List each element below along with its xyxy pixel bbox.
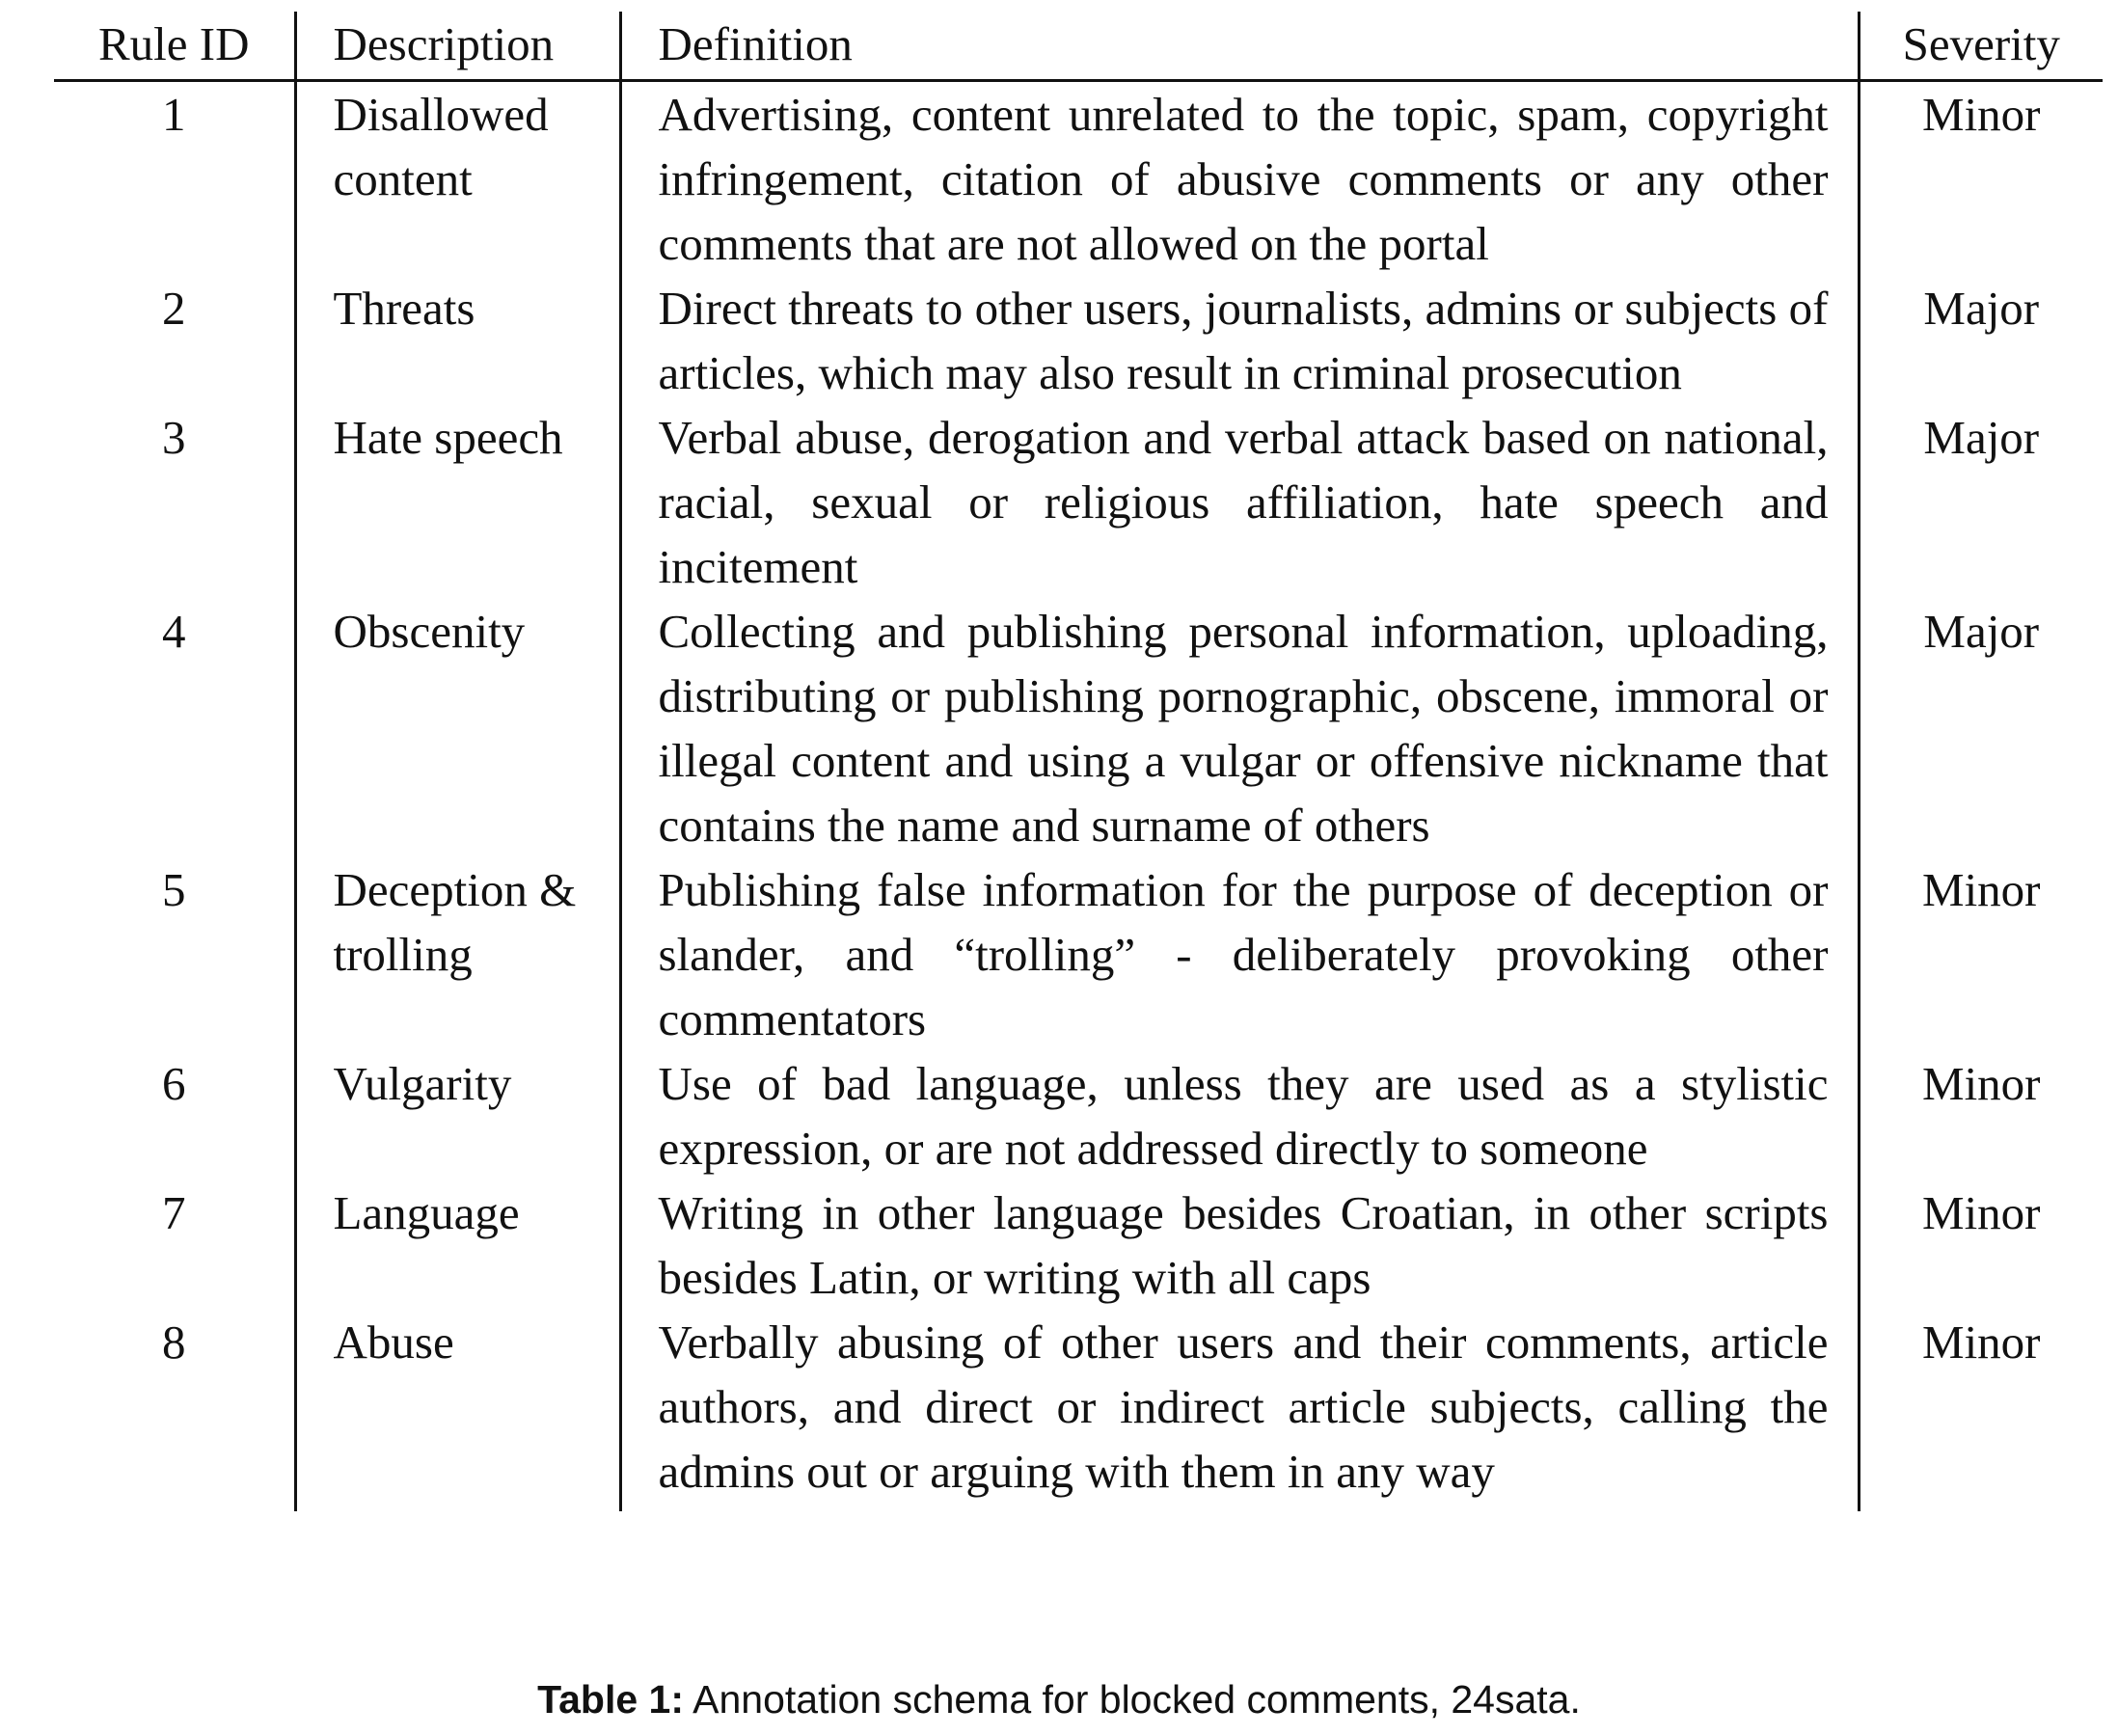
definition-cell: Writing in other language besides Croatian, in other scripts besides Latin, or writing with all caps: [620, 1180, 1859, 1310]
header-rule-id: Rule ID: [54, 12, 295, 81]
description-cell: Hate speech: [295, 405, 620, 599]
description-cell: Language: [295, 1180, 620, 1310]
caption-text: Annotation schema for blocked comments, 24sata.: [684, 1677, 1581, 1722]
table-header: [54, 12, 2103, 81]
definition-cell: Verbally abusing of other users and their comments, article authors, and direct or indirect article subjects, calling the admins out or arguing with them in any way: [620, 1310, 1859, 1511]
severity-cell: Major: [1859, 599, 2103, 857]
header-severity: Severity: [1859, 12, 2103, 81]
table-row: [54, 1180, 2103, 1310]
table-row: [54, 81, 2103, 277]
severity-cell: Minor: [1859, 857, 2103, 1051]
rule-id-cell: 7: [162, 1186, 186, 1239]
definition-cell: Direct threats to other users, journalists, admins or subjects of articles, which may also result in criminal prosecution: [620, 276, 1859, 405]
rule-id-cell: 4: [162, 605, 186, 658]
definition-cell: Collecting and publishing personal information, uploading, distributing or publishing pornographic, obscene, immoral or illegal content and using a vulgar or offensive nickname that contains the name and surname of others: [620, 599, 1859, 857]
table-row: [54, 599, 2103, 857]
rule-id-cell: 3: [162, 411, 186, 464]
table-row: [54, 857, 2103, 1051]
definition-cell: Verbal abuse, derogation and verbal attack based on national, racial, sexual or religious affiliation, hate speech and incitement: [620, 405, 1859, 599]
description-cell: Obscenity: [295, 599, 620, 857]
annotation-schema-table: [54, 12, 2103, 1511]
description-cell: Deception & trolling: [295, 857, 620, 1051]
description-cell: Disallowed content: [295, 81, 620, 277]
definition-cell: Publishing false information for the purpose of deception or slander, and “trolling” - deliberately provoking other commentators: [620, 857, 1859, 1051]
header-description: Description: [295, 12, 620, 81]
table-row: [54, 1310, 2103, 1511]
rule-id-cell: 1: [162, 88, 186, 141]
table-row: [54, 1051, 2103, 1180]
table-body: [54, 81, 2103, 1512]
table-row: [54, 405, 2103, 599]
description-cell: Threats: [295, 276, 620, 405]
rule-id-cell: 8: [162, 1316, 186, 1369]
caption-label: Table 1:: [537, 1677, 685, 1722]
rule-id-cell: 5: [162, 863, 186, 916]
header-row: [54, 12, 2103, 81]
table-row: [54, 276, 2103, 405]
rule-id-cell: 6: [162, 1057, 186, 1110]
severity-cell: Major: [1859, 405, 2103, 599]
severity-cell: Major: [1859, 276, 2103, 405]
table-caption: [0, 1676, 2118, 1722]
description-cell: Abuse: [295, 1310, 620, 1511]
definition-cell: Use of bad language, unless they are used as a stylistic expression, or are not addressed directly to someone: [620, 1051, 1859, 1180]
severity-cell: Minor: [1859, 1180, 2103, 1310]
header-definition: Definition: [620, 12, 1859, 81]
description-cell: Vulgarity: [295, 1051, 620, 1180]
definition-cell: Advertising, content unrelated to the topic, spam, copyright infringement, citation of abusive comments or any other comments that are not allowed on the portal: [620, 81, 1859, 277]
annotation-schema-table-container: [54, 12, 2103, 1511]
severity-cell: Minor: [1859, 1310, 2103, 1511]
severity-cell: Minor: [1859, 81, 2103, 277]
severity-cell: Minor: [1859, 1051, 2103, 1180]
rule-id-cell: 2: [162, 282, 186, 335]
